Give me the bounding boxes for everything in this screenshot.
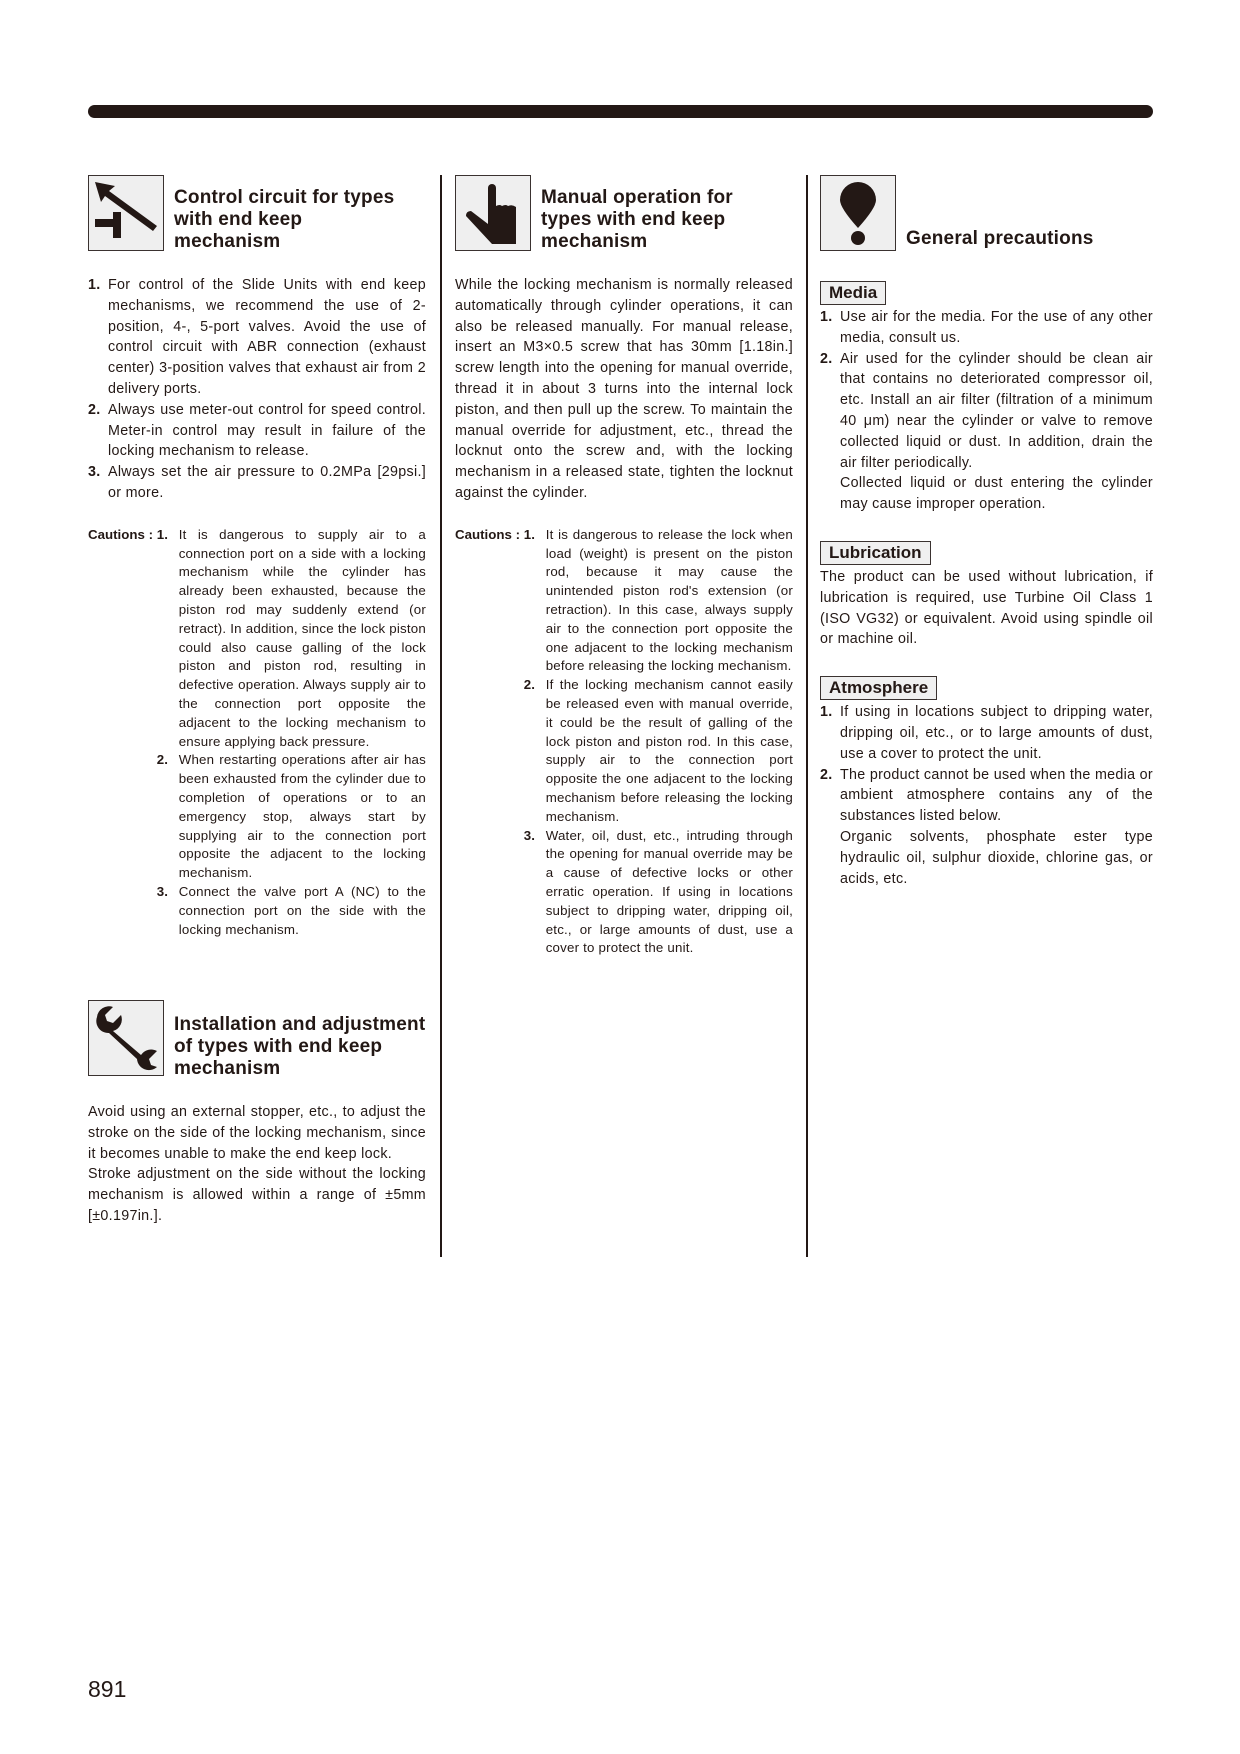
list-item (524, 526, 793, 676)
item-text: It is dangerous to supply air to a connection port on a side with a locking mechanism while the cylinder has already been exhausted, because the piston rod may suddenly extend (or retract). In addition, since the lock piston could also cause galling of the lock piston and piston rod, resulting in defective operation. Always supply air to the connection port opposite the adjacent to the locking mechanism to ensure applying back pressure. (178, 526, 426, 749)
item-text: The product cannot be used when the media or ambient atmosphere contains any of the substances listed below. (840, 766, 1153, 825)
title-line: Installation and adjustment (174, 1014, 426, 1035)
item-number: 2. (88, 401, 101, 418)
column-divider (440, 175, 442, 1257)
atmosphere-list (820, 702, 1153, 889)
item-text: It is dangerous to release the lock when load (weight) is present on the piston rod, because it may cause the unintended piston rod's extension (or retraction). In this case, always supply air to the connection port opposite the one adjacent to the locking mechanism before releasing the locking mechanism. (545, 526, 793, 674)
list-item (524, 827, 793, 959)
item-text: Water, oil, dust, etc., intruding through the opening for manual override may be a cause of defective locks or other erratic operation. If using in locations subject to dripping water, dripping oil, etc., or large amounts of dust, use a cover to protect the unit. (545, 827, 793, 956)
manual-release-text: While the locking mechanism is normally released automatically through cylinder operations, it can also be released manually. For manual release, insert an M3×0.5 screw that has 30mm [1.18in.] screw length into the opening for manual override, thread it in about 3 turns into the internal lock piston, and then pull up the screw. To maintain the manual override for adjustment, etc., thread the locknut onto the screw and, with the locking mechanism in a released state, tighten the locknut against the cylinder. (455, 277, 793, 501)
item-text: Always set the air pressure to 0.2MPa [29psi.] or more. (108, 464, 426, 501)
wrench-icon (88, 1000, 164, 1076)
item-note: Organic solvents, phosphate ester type hydraulic oil, sulphur dioxide, chlorine gas, or acids, etc. (840, 828, 1153, 887)
lubrication-section (820, 541, 1153, 650)
column-divider (806, 175, 808, 1257)
list-item (820, 765, 1153, 890)
lubrication-text: The product can be used without lubrication, if lubrication is required, use Turbine Oil Class 1 (ISO VG32) or equivalent. Avoid using spindle oil or machine oil. (820, 568, 1153, 648)
section-title (541, 187, 733, 253)
list-item (157, 526, 426, 752)
list-item (820, 349, 1153, 515)
item-text: If the locking mechanism cannot easily be released even with manual override, it could be the result of galling of the lock piston and piston rod. In this case, supply air to the connection port opposite the one adjacent to the locking mechanism before releasing the locking mechanism. (545, 677, 793, 824)
paragraph: Stroke adjustment on the side without the locking mechanism is allowed within a range of ±5mm [±0.197in.]. (88, 1166, 426, 1224)
list-item (820, 307, 1153, 349)
title-line: Manual operation for (541, 187, 733, 208)
lubrication-label: Lubrication (820, 541, 931, 565)
title-line: mechanism (174, 1058, 281, 1079)
column-manual-operation (455, 175, 793, 958)
item-number: 2. (820, 766, 833, 783)
paragraph: Avoid using an external stopper, etc., to adjust the stroke on the side of the locking mechanism, since it becomes unable to make the end keep lock. (88, 1104, 426, 1162)
item-number: 1. (88, 277, 101, 293)
list-item (157, 751, 426, 883)
cautions-list (524, 526, 793, 958)
item-text: When restarting operations after air has been exhausted from the cylinder due to completion of operations or to an emergency stop, always start by supplying air to the connection port opposite the adjacent to the locking mechanism. (178, 752, 426, 881)
media-label: Media (820, 281, 886, 305)
title-line: with end keep (174, 209, 303, 230)
list-item (524, 676, 793, 826)
media-section (820, 281, 1153, 515)
item-text: Use air for the media. For the use of any other media, consult us. (840, 309, 1153, 346)
column-control-circuit (88, 175, 426, 1224)
cautions-list (157, 526, 426, 940)
item-number: 2. (156, 752, 169, 768)
list-item (88, 462, 426, 504)
item-number: 2. (523, 677, 536, 693)
section-title (174, 1014, 425, 1080)
item-number: 3. (156, 883, 169, 899)
item-number: 1. (820, 704, 833, 721)
title-line: types with end keep (541, 209, 726, 230)
item-number: 1. (523, 526, 536, 542)
section-title: General precautions (906, 228, 1094, 249)
section-header (455, 175, 793, 253)
column-general-precautions (820, 175, 1153, 889)
exclamation-icon (820, 175, 896, 251)
item-text: Air used for the cylinder should be clean air that contains no deteriorated compressor oil, etc. Install an air filter (filtration of a minimum 40 μm) near the cylinder or valve to remove collected liquid or dust. In addition, drain the air filter periodically. (840, 350, 1153, 471)
section-header (820, 175, 1153, 251)
title-line: mechanism (174, 231, 281, 252)
atmosphere-label: Atmosphere (820, 676, 937, 700)
item-number: 2. (820, 350, 833, 367)
atmosphere-section (820, 676, 1153, 889)
title-line: Control circuit for types (174, 187, 395, 208)
cautions-label: Cautions : (88, 526, 157, 542)
item-text: Always use meter-out control for speed control. Meter-in control may result in failure of the locking mechanism to release. (108, 401, 426, 460)
item-number: 3. (88, 464, 101, 481)
list-item (820, 702, 1153, 764)
pointing-hand-icon (455, 175, 531, 251)
arrow-valve-icon (88, 175, 164, 251)
section-header (88, 175, 426, 253)
section-title (174, 187, 394, 253)
cautions-label: Cautions : (455, 526, 524, 542)
control-list (88, 275, 426, 504)
media-list (820, 307, 1153, 515)
title-line: mechanism (541, 231, 648, 252)
item-note: Collected liquid or dust entering the cylinder may cause improper operation. (840, 475, 1153, 513)
item-text: Connect the valve port A (NC) to the connection port on the side with the locking mechanism. (178, 883, 426, 937)
list-item (88, 275, 426, 400)
cautions-block (455, 526, 793, 958)
item-text: For control of the Slide Units with end keep mechanisms, we recommend the use of 2-position, 4-, 5-port valves. Avoid the use of control circuit with ABR connection (exhaust center) 3-position valves that exhaust air from 2 delivery ports. (108, 277, 426, 397)
section-header (88, 1000, 426, 1080)
item-number: 1. (820, 309, 833, 325)
title-line: of types with end keep (174, 1036, 383, 1057)
item-number: 3. (523, 827, 536, 843)
install-text (88, 1102, 426, 1227)
header-rule (88, 105, 1153, 118)
page-number: 891 (88, 1676, 127, 1702)
item-number: 1. (156, 526, 169, 542)
cautions-block (88, 526, 426, 940)
list-item (88, 400, 426, 462)
item-text: If using in locations subject to dripping water, dripping oil, etc., or to large amounts of dust, use a cover to protect the unit. (840, 704, 1153, 762)
list-item (157, 883, 426, 939)
